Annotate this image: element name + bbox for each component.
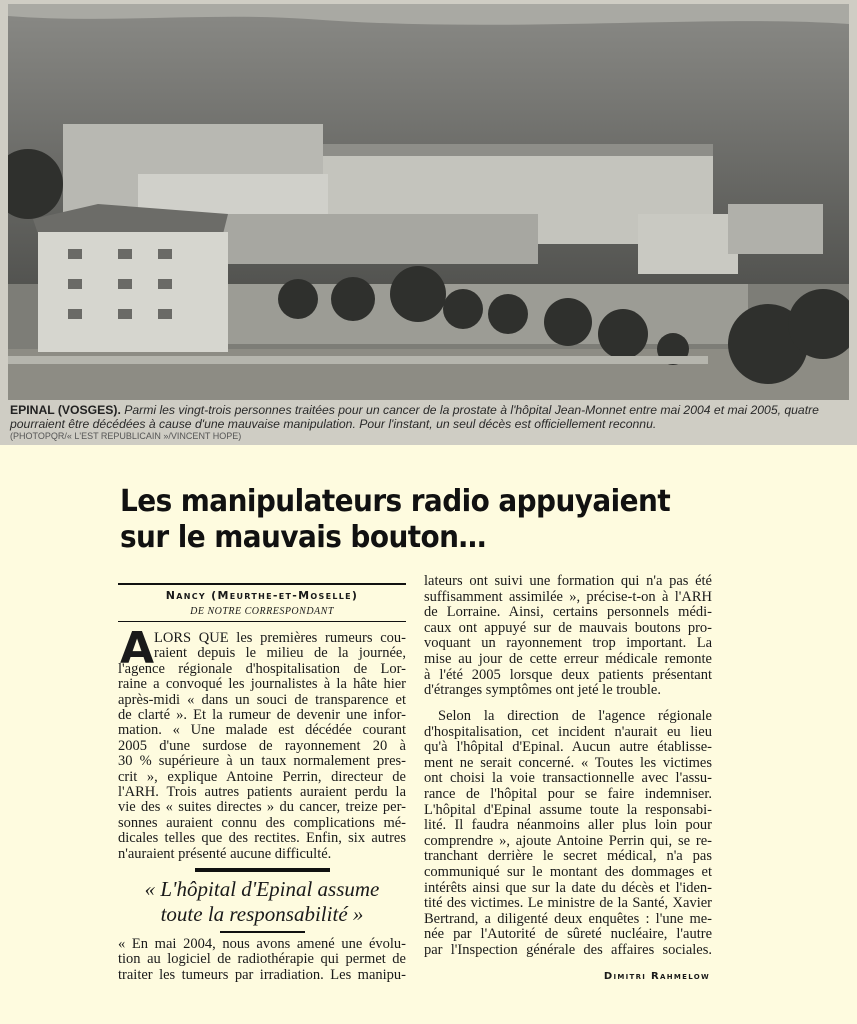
text-line: lateurs ont suivi une formation qui n'a pas été xyxy=(424,573,712,589)
text-line: tité des victimes. Le ministre de la Santé, Xavier xyxy=(424,895,712,912)
headline-line-1: Les manipulateurs radio appuyaient xyxy=(120,484,671,519)
photo-caption xyxy=(10,403,850,431)
caption-location: EPINAL (VOSGES). xyxy=(10,403,121,417)
caption-text: Parmi les vingt-trois personnes traitées pour un cancer de la prostate à l'hôpital Jean-Monnet entre mai 2004 et mai 2005, quatre pourraient être décédées à cause d'une mauvaise manipulation. Pour l'instant, un seul décès est officiellement reconnu. xyxy=(10,403,819,431)
text-line: crit », explique Antoine Perrin, directeur de xyxy=(118,768,406,785)
text-line: par l'Inspection générale des affaires sociales. xyxy=(424,941,712,958)
text-line: traiter les tumeurs par irradiation. Les manipu- xyxy=(118,966,406,983)
drop-cap: A xyxy=(120,623,155,674)
text-line: mation. « Une malade est décédée courant xyxy=(118,722,406,739)
top-rule xyxy=(118,583,406,585)
dateline: Nancy (Meurthe-et-Moselle) xyxy=(165,589,359,602)
text-line: de clarté ». Et la rumeur de devenir une infor- xyxy=(118,707,406,724)
text-line: « En mai 2004, nous avons amené une évolu- xyxy=(118,936,406,952)
hospital-aerial-image xyxy=(8,4,849,400)
text-line: ont choisi la voie transactionnelle avec l'assu- xyxy=(424,770,712,787)
text-line: intérêts ainsi que sur la date du décès et l'iden- xyxy=(424,879,712,896)
text-line: tion au logiciel de radiothérapie qui permet de xyxy=(118,951,406,968)
column-2-paragraph-2 xyxy=(424,709,712,959)
text-line: à l'été 2005 lorsque deux patients présentant xyxy=(424,666,712,683)
text-line: raient depuis le milieu de la journée, xyxy=(154,645,406,662)
text-line: suffisamment assimilée », précise-t-on à l'ARH xyxy=(424,588,712,605)
text-line: lité. Il faudra néanmoins aller plus loin pour xyxy=(424,817,712,834)
caption-block xyxy=(10,403,850,442)
text-line: Selon la direction de l'agence régionale xyxy=(438,708,712,724)
text-line: vie des « suites directes » du cancer, treize per- xyxy=(118,799,406,816)
pull-quote-top-rule xyxy=(195,868,330,872)
text-line: LORS QUE les premières rumeurs cou- xyxy=(154,630,406,646)
pull-quote-bottom-rule xyxy=(220,931,305,933)
hospital-photo xyxy=(0,0,857,445)
text-line: caux ont appuyé sur de mauvais boutons pro- xyxy=(424,619,712,636)
text-line: rance de l'hôpital pour se faire indemniser. xyxy=(424,785,712,802)
text-line: après-midi « dans un souci de transparence et xyxy=(118,691,406,708)
pull-quote-line-2: toute la responsabilité » xyxy=(160,902,364,926)
text-line: dicales telles que des rectites. Enfin, six autres xyxy=(118,830,406,847)
pull-quote xyxy=(118,877,406,927)
text-line: mise au jour de cette erreur médicale remonte xyxy=(424,650,712,667)
column-2 xyxy=(424,574,712,699)
headline xyxy=(120,484,670,556)
text-line: l'agence régionale d'hospitalisation de Lor- xyxy=(118,660,406,677)
column-1 xyxy=(118,623,406,862)
text-line: de Lorraine. Ainsi, certains personnels médi- xyxy=(424,604,712,621)
correspondent: DE NOTRE CORRESPONDANT xyxy=(190,606,334,617)
text-line: ment ne serait concerné. « Toutes les victimes xyxy=(424,754,712,771)
pull-quote-line-1: « L'hôpital d'Epinal assume xyxy=(144,877,380,901)
text-line: raine a convoqué les journalistes à la hâte hier xyxy=(118,676,406,693)
text-line: Bertrand, a diligenté deux enquêtes : l'une me- xyxy=(424,910,712,927)
text-line: 2005 d'une surdose de rayonnement 20 à xyxy=(118,737,406,754)
author-signature: Dimitri Rahmelow xyxy=(603,971,710,982)
text-line: n'auraient présenté aucune difficulté. xyxy=(118,845,332,862)
text-line: L'hôpital d'Epinal assume toute la responsabi- xyxy=(424,801,712,818)
text-line: communiqué sur le montant des dommages et xyxy=(424,863,712,880)
dateline-rule xyxy=(118,621,406,622)
text-line: née par l'Autorité de sûreté nucléaire, l'autre xyxy=(424,926,712,943)
text-line: voquant un rayonnement trop important. La xyxy=(424,635,712,652)
photo-credit: (PHOTOPQR/« L'EST REPUBLICAIN »/VINCENT HOPE) xyxy=(10,431,242,441)
text-line: qu'à l'hôpital d'Epinal. Aucun autre établisse- xyxy=(424,739,712,756)
text-line: d'hospitalisation, cet incident n'aurait eu lieu xyxy=(424,723,712,740)
text-line: comprendre », ajoute Antoine Perrin qui, se re- xyxy=(424,832,712,849)
headline-line-2: sur le mauvais bouton… xyxy=(120,520,486,555)
text-line: sonnes auraient connu des complications mé- xyxy=(118,814,406,831)
column-1-continued xyxy=(118,937,406,983)
text-line: l'ARH. Trois autres patients auraient perdu la xyxy=(118,784,406,801)
text-line: tranchant derrière le secret médical, n'a pas xyxy=(424,848,712,865)
text-line: 30 % supérieure à un taux normalement pres- xyxy=(118,753,406,770)
text-line: d'étranges symptômes ont jeté le trouble. xyxy=(424,682,661,699)
